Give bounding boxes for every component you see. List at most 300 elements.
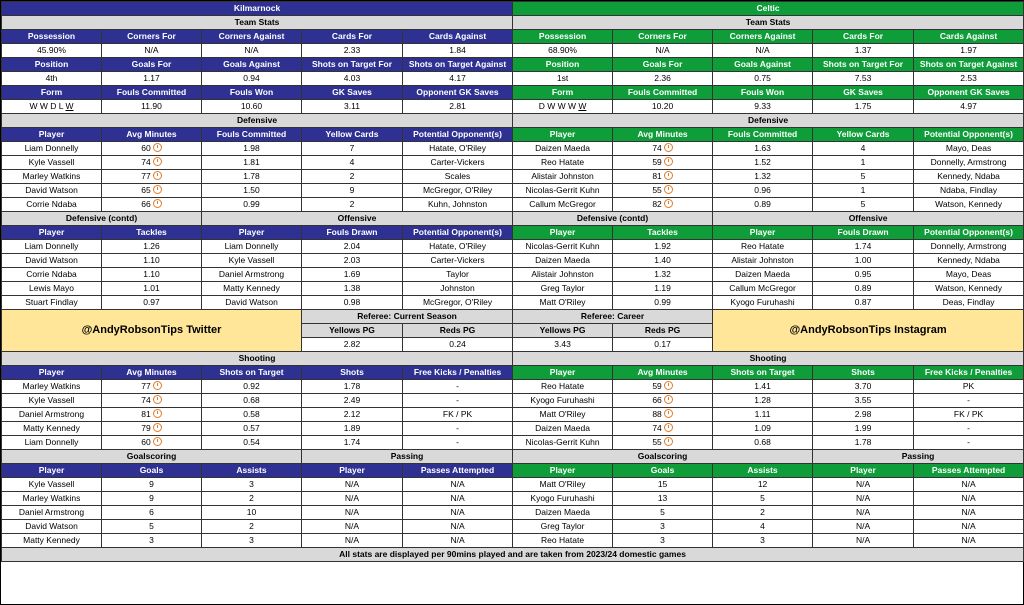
column-header: Player (302, 464, 403, 478)
table-row (2, 394, 1024, 408)
stat-value: 55 (613, 184, 713, 198)
column-header: Passes Attempted (914, 464, 1024, 478)
stat-value: 0.54 (202, 436, 302, 450)
player-name: Greg Taylor (513, 520, 613, 534)
stat-value: 0.68 (202, 394, 302, 408)
player-name: Daizen Maeda (513, 422, 613, 436)
table-row (2, 366, 1024, 380)
stopwatch-icon (664, 381, 673, 390)
form-latest: W (578, 101, 587, 111)
column-header: Shots (813, 366, 914, 380)
player-name: Reo Hatate (513, 380, 613, 394)
table-row (2, 506, 1024, 520)
player-name: Marley Watkins (2, 492, 102, 506)
stat-value: 0.58 (202, 408, 302, 422)
section-title: Referee: Career (513, 310, 713, 324)
column-header: Assists (713, 464, 813, 478)
player-name: Daniel Armstrong (2, 506, 102, 520)
stat-value: 9 (102, 478, 202, 492)
column-header: Goals (102, 464, 202, 478)
player-name: Corrie Ndaba (2, 198, 102, 212)
stat-value: 74 (613, 422, 713, 436)
stat-value: 0.92 (202, 380, 302, 394)
stat-value: 1.11 (713, 408, 813, 422)
section-title: Goalscoring (513, 450, 813, 464)
stat-value: 0.87 (813, 296, 914, 310)
referee-value: 0.17 (613, 338, 713, 352)
stat-value: 4th (2, 72, 102, 86)
player-name: Liam Donnelly (202, 240, 302, 254)
column-header: Avg Minutes (102, 366, 202, 380)
stat-value: Deas, Findlay (914, 296, 1024, 310)
stat-value: 74 (102, 394, 202, 408)
table-row (2, 450, 1024, 464)
stat-value: Hatate, O'Riley (403, 142, 513, 156)
stat-value: Scales (403, 170, 513, 184)
stat-value: 0.95 (813, 268, 914, 282)
stat-value: 10 (202, 506, 302, 520)
stat-value: 2.03 (302, 254, 403, 268)
form-text: D W W W (538, 101, 579, 111)
referee-value: 2.82 (302, 338, 403, 352)
stat-value: - (403, 394, 513, 408)
stat-value: 2 (202, 492, 302, 506)
table-row (2, 44, 1024, 58)
column-header: Free Kicks / Penalties (403, 366, 513, 380)
stat-value: N/A (202, 44, 302, 58)
stopwatch-icon (153, 395, 162, 404)
stopwatch-icon (153, 185, 162, 194)
stat-value: 2.49 (302, 394, 403, 408)
stopwatch-icon (153, 381, 162, 390)
stat-value: 45.90% (2, 44, 102, 58)
player-name: Kyle Vassell (2, 478, 102, 492)
grid-body (2, 2, 1024, 562)
stat-value: Donnelly, Armstrong (914, 240, 1024, 254)
stat-value: 81 (613, 170, 713, 184)
stat-value: McGregor, O'Riley (403, 296, 513, 310)
stat-value: N/A (914, 506, 1024, 520)
stat-value: 0.75 (713, 72, 813, 86)
player-name: Liam Donnelly (2, 436, 102, 450)
stat-value: 1.09 (713, 422, 813, 436)
column-header: Player (513, 464, 613, 478)
stat-header: Possession (2, 30, 102, 44)
stat-value: 79 (102, 422, 202, 436)
stat-value: 2 (713, 506, 813, 520)
column-header: Avg Minutes (102, 128, 202, 142)
column-header: Shots (302, 366, 403, 380)
stat-value: Donnelly, Armstrong (914, 156, 1024, 170)
stat-value: 9 (102, 492, 202, 506)
player-name: Liam Donnelly (2, 142, 102, 156)
stat-value: 2.36 (613, 72, 713, 86)
table-row (2, 464, 1024, 478)
stat-value: 4.17 (403, 72, 513, 86)
stat-value: 3 (713, 534, 813, 548)
stopwatch-icon (153, 423, 162, 432)
column-header: Potential Opponent(s) (914, 128, 1024, 142)
stat-value: 0.68 (713, 436, 813, 450)
stat-value: Taylor (403, 268, 513, 282)
column-header: Fouls Committed (202, 128, 302, 142)
stat-value: 1.75 (813, 100, 914, 114)
stat-value: 3 (613, 534, 713, 548)
table-row (2, 30, 1024, 44)
stat-value: 1 (813, 156, 914, 170)
stopwatch-icon (664, 171, 673, 180)
section-title: Defensive (contd) (2, 212, 202, 226)
stat-value: 1.78 (202, 170, 302, 184)
stat-value: 3 (102, 534, 202, 548)
player-name: Matty Kennedy (202, 282, 302, 296)
column-header: Assists (202, 464, 302, 478)
column-header: Yellows PG (302, 324, 403, 338)
stat-value: FK / PK (403, 408, 513, 422)
twitter-promo: @AndyRobsonTips Twitter (2, 310, 302, 352)
stat-value: 3.11 (302, 100, 403, 114)
stat-value: 60 (102, 142, 202, 156)
player-name: Alistair Johnston (713, 254, 813, 268)
stat-value: 5 (813, 170, 914, 184)
player-name: Daniel Armstrong (202, 268, 302, 282)
stat-value: 6 (102, 506, 202, 520)
stat-value: 0.96 (713, 184, 813, 198)
stat-header: Goals For (613, 58, 713, 72)
form-text: W W D L (29, 101, 66, 111)
table-row (2, 114, 1024, 128)
player-name: David Watson (2, 184, 102, 198)
column-header: Potential Opponent(s) (914, 226, 1024, 240)
player-name: Kyle Vassell (2, 394, 102, 408)
stat-value: - (403, 436, 513, 450)
stat-value: 88 (613, 408, 713, 422)
stat-value: 1.74 (302, 436, 403, 450)
section-title: Shooting (513, 352, 1024, 366)
stat-value: 74 (102, 156, 202, 170)
stat-value: Watson, Kennedy (914, 198, 1024, 212)
stat-value: N/A (403, 506, 513, 520)
stat-header: GK Saves (813, 86, 914, 100)
table-row (2, 534, 1024, 548)
table-row (2, 156, 1024, 170)
stat-value: 1.81 (202, 156, 302, 170)
stat-value: 74 (613, 142, 713, 156)
stat-value: 7.53 (813, 72, 914, 86)
stat-value: 3.55 (813, 394, 914, 408)
player-name: Lewis Mayo (2, 282, 102, 296)
player-name: Stuart Findlay (2, 296, 102, 310)
player-name: Reo Hatate (713, 240, 813, 254)
section-title: Referee: Current Season (302, 310, 513, 324)
stat-value: FK / PK (914, 408, 1024, 422)
stat-value: 1.40 (613, 254, 713, 268)
stat-header: GK Saves (302, 86, 403, 100)
stat-value: 1.26 (102, 240, 202, 254)
player-name: Daizen Maeda (713, 268, 813, 282)
stat-value: - (403, 422, 513, 436)
stat-value: N/A (302, 506, 403, 520)
stat-value: N/A (302, 534, 403, 548)
stat-value: 65 (102, 184, 202, 198)
player-name: Daizen Maeda (513, 506, 613, 520)
column-header: Tackles (102, 226, 202, 240)
column-header: Potential Opponent(s) (403, 226, 513, 240)
section-title: Defensive (contd) (513, 212, 713, 226)
player-name: Matt O'Riley (513, 408, 613, 422)
stat-value: 0.57 (202, 422, 302, 436)
table-row (2, 198, 1024, 212)
stat-value: 2 (302, 170, 403, 184)
column-header: Player (2, 128, 102, 142)
stat-value: 2.04 (302, 240, 403, 254)
column-header: Player (513, 128, 613, 142)
stat-header: Fouls Committed (613, 86, 713, 100)
stat-value: Johnston (403, 282, 513, 296)
stat-header: Fouls Won (713, 86, 813, 100)
stat-value: N/A (914, 492, 1024, 506)
column-header: Avg Minutes (613, 366, 713, 380)
stat-value: N/A (302, 492, 403, 506)
stat-value: 5 (813, 198, 914, 212)
stat-header: Goals Against (713, 58, 813, 72)
stat-value: 68.90% (513, 44, 613, 58)
stat-value: 2.53 (914, 72, 1024, 86)
player-name: Nicolas-Gerrit Kuhn (513, 184, 613, 198)
column-header: Potential Opponent(s) (403, 128, 513, 142)
stat-value: 82 (613, 198, 713, 212)
stat-value: 1.32 (613, 268, 713, 282)
column-header: Player (2, 464, 102, 478)
stat-value: N/A (914, 520, 1024, 534)
stat-value: - (403, 380, 513, 394)
stat-value: 1.32 (713, 170, 813, 184)
stat-header: Fouls Committed (102, 86, 202, 100)
table-row (2, 58, 1024, 72)
stat-value: 2 (202, 520, 302, 534)
player-name: Liam Donnelly (2, 240, 102, 254)
stat-value: 0.89 (813, 282, 914, 296)
player-name: David Watson (2, 254, 102, 268)
stat-value: N/A (813, 520, 914, 534)
column-header: Avg Minutes (613, 128, 713, 142)
stat-value: N/A (403, 492, 513, 506)
stat-value: 1.98 (202, 142, 302, 156)
column-header: Reds PG (613, 324, 713, 338)
stat-value: 1.78 (813, 436, 914, 450)
section-title: Team Stats (2, 16, 513, 30)
stopwatch-icon (153, 409, 162, 418)
stat-value: 1.19 (613, 282, 713, 296)
table-row (2, 2, 1024, 16)
section-title: Team Stats (513, 16, 1024, 30)
stat-value: 1st (513, 72, 613, 86)
stat-header: Corners Against (202, 30, 302, 44)
stat-value: 15 (613, 478, 713, 492)
stat-value: 1 (813, 184, 914, 198)
stat-header: Cards Against (914, 30, 1024, 44)
section-title: Passing (813, 450, 1024, 464)
player-name: Callum McGregor (513, 198, 613, 212)
table-row (2, 548, 1024, 562)
stat-header: Shots on Target For (302, 58, 403, 72)
stat-value: 4 (813, 142, 914, 156)
stat-value: Carter-Vickers (403, 254, 513, 268)
section-title: Shooting (2, 352, 513, 366)
stat-value: 4 (302, 156, 403, 170)
stat-value: Hatate, O'Riley (403, 240, 513, 254)
column-header: Fouls Committed (713, 128, 813, 142)
table-row (2, 100, 1024, 114)
column-header: Player (813, 464, 914, 478)
stat-value: Mayo, Deas (914, 268, 1024, 282)
section-title: Offensive (202, 212, 513, 226)
column-header: Player (2, 366, 102, 380)
referee-value: 0.24 (403, 338, 513, 352)
column-header: Player (513, 226, 613, 240)
stat-value: 2.81 (403, 100, 513, 114)
section-title: Defensive (2, 114, 513, 128)
stat-value: Ndaba, Findlay (914, 184, 1024, 198)
stat-header: Form (2, 86, 102, 100)
player-name: Corrie Ndaba (2, 268, 102, 282)
referee-value: 3.43 (513, 338, 613, 352)
table-row (2, 296, 1024, 310)
table-row (2, 408, 1024, 422)
stat-value: Watson, Kennedy (914, 282, 1024, 296)
stat-value: 1.89 (302, 422, 403, 436)
table-row (2, 226, 1024, 240)
team-title-kilmarnock: Kilmarnock (2, 2, 513, 16)
player-name: Nicolas-Gerrit Kuhn (513, 240, 613, 254)
stat-value: N/A (813, 492, 914, 506)
stopwatch-icon (153, 171, 162, 180)
stopwatch-icon (664, 395, 673, 404)
player-name: Callum McGregor (713, 282, 813, 296)
stopwatch-icon (664, 409, 673, 418)
column-header: Tackles (613, 226, 713, 240)
stopwatch-icon (664, 423, 673, 432)
stat-value: 1.99 (813, 422, 914, 436)
stat-value: N/A (813, 534, 914, 548)
table-row (2, 86, 1024, 100)
column-header: Fouls Drawn (813, 226, 914, 240)
stat-header: Shots on Target For (813, 58, 914, 72)
table-row (2, 478, 1024, 492)
stopwatch-icon (664, 199, 673, 208)
stat-value: 4.03 (302, 72, 403, 86)
stat-header: Position (2, 58, 102, 72)
column-header: Reds PG (403, 324, 513, 338)
stat-value: 4 (713, 520, 813, 534)
stat-value: 1.50 (202, 184, 302, 198)
player-name: Alistair Johnston (513, 268, 613, 282)
stat-value: 1.92 (613, 240, 713, 254)
stopwatch-icon (664, 437, 673, 446)
column-header: Free Kicks / Penalties (914, 366, 1024, 380)
stat-value: 12 (713, 478, 813, 492)
stat-value: 5 (713, 492, 813, 506)
player-name: Reo Hatate (513, 156, 613, 170)
stat-header: Corners For (102, 30, 202, 44)
stat-value: 1.28 (713, 394, 813, 408)
stopwatch-icon (153, 437, 162, 446)
stat-header: Goals Against (202, 58, 302, 72)
column-header: Passes Attempted (403, 464, 513, 478)
stat-header: Position (513, 58, 613, 72)
player-name: Reo Hatate (513, 534, 613, 548)
stat-header: Opponent GK Saves (403, 86, 513, 100)
table-row (2, 268, 1024, 282)
footer-note: All stats are displayed per 90mins played and are taken from 2023/24 domestic games (2, 548, 1024, 562)
player-name: David Watson (2, 520, 102, 534)
stat-value: 55 (613, 436, 713, 450)
table-row (2, 128, 1024, 142)
stat-header: Opponent GK Saves (914, 86, 1024, 100)
table-row (2, 184, 1024, 198)
stopwatch-icon (153, 199, 162, 208)
stat-value: N/A (102, 44, 202, 58)
stat-value: Kennedy, Ndaba (914, 170, 1024, 184)
stat-value: 3.70 (813, 380, 914, 394)
table-row (2, 422, 1024, 436)
stat-value: 77 (102, 380, 202, 394)
stat-value: N/A (713, 44, 813, 58)
stat-value: 0.94 (202, 72, 302, 86)
stat-value: 1.10 (102, 254, 202, 268)
stat-value: McGregor, O'Riley (403, 184, 513, 198)
table-row (2, 492, 1024, 506)
table-row (2, 142, 1024, 156)
stat-header: Corners For (613, 30, 713, 44)
stat-value: 3 (202, 534, 302, 548)
stat-value: 0.99 (613, 296, 713, 310)
player-name: Daizen Maeda (513, 142, 613, 156)
player-name: Marley Watkins (2, 170, 102, 184)
column-header: Yellow Cards (302, 128, 403, 142)
stat-value: 1.74 (813, 240, 914, 254)
column-header: Fouls Drawn (302, 226, 403, 240)
stopwatch-icon (153, 157, 162, 166)
stat-header: Shots on Target Against (914, 58, 1024, 72)
stat-value: - (914, 394, 1024, 408)
section-title: Defensive (513, 114, 1024, 128)
stat-value: N/A (813, 478, 914, 492)
stat-value: 66 (102, 198, 202, 212)
stopwatch-icon (153, 143, 162, 152)
player-name: Kyle Vassell (2, 156, 102, 170)
column-header: Shots on Target (202, 366, 302, 380)
player-name: Kyogo Furuhashi (513, 394, 613, 408)
stat-value: 2.12 (302, 408, 403, 422)
stat-value: 9.33 (713, 100, 813, 114)
stat-value: 3 (613, 520, 713, 534)
stat-value: Carter-Vickers (403, 156, 513, 170)
section-title: Goalscoring (2, 450, 302, 464)
stat-header: Cards For (302, 30, 403, 44)
stat-value: 1.37 (813, 44, 914, 58)
stat-value: 9 (302, 184, 403, 198)
stat-header: Possession (513, 30, 613, 44)
stat-value: 3 (202, 478, 302, 492)
stat-value: N/A (613, 44, 713, 58)
table-row (2, 282, 1024, 296)
column-header: Player (2, 226, 102, 240)
column-header: Player (713, 226, 813, 240)
stat-value: 1.17 (102, 72, 202, 86)
stat-header: Fouls Won (202, 86, 302, 100)
stat-value: N/A (813, 506, 914, 520)
